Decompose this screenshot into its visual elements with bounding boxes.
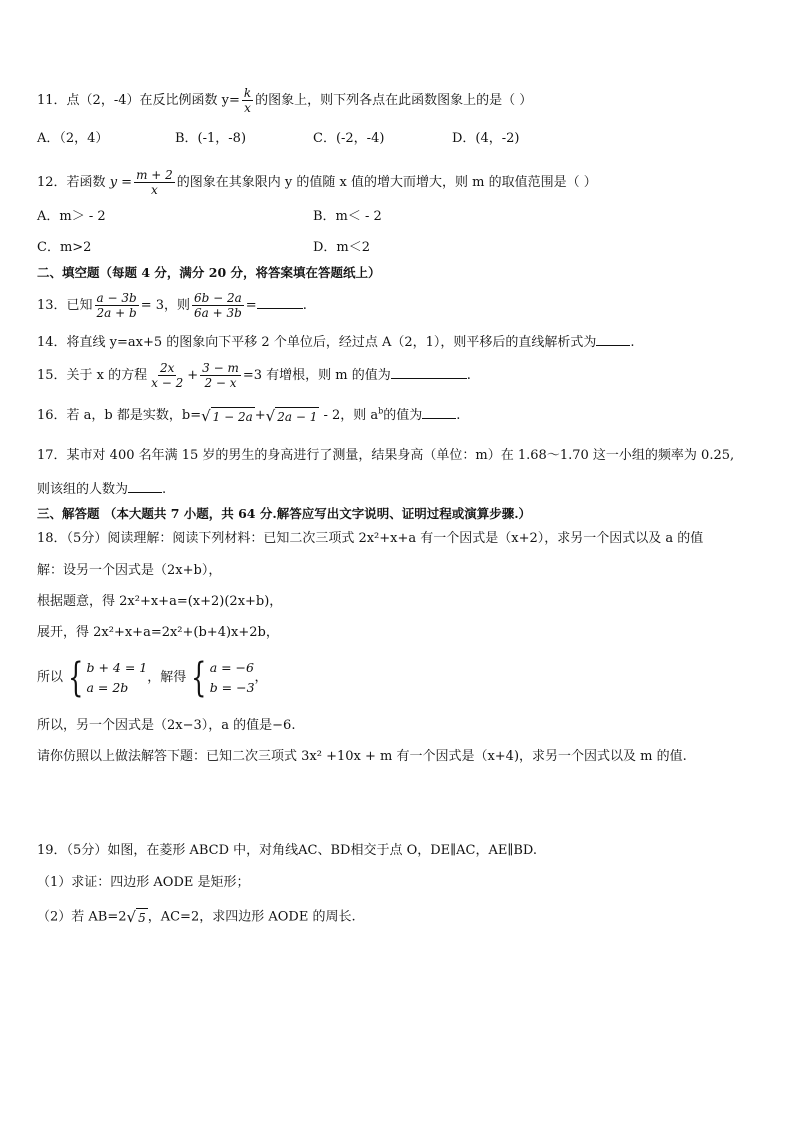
- q16-end: .: [456, 408, 461, 423]
- q14-end: .: [630, 335, 635, 350]
- q16-text-a: 16．若 a，b 都是实数，b=: [37, 408, 202, 423]
- brace-icon: {: [68, 654, 84, 701]
- question-19-line-1: 19．（5分）如图，在菱形 ABCD 中，对角线AC、BD相交于点 O，DE∥AC，AE∥BD.: [37, 843, 538, 858]
- q11-fraction: [242, 86, 253, 115]
- q13-fraction-2: [192, 291, 244, 320]
- q15-f2-den: 2 − x: [204, 376, 237, 390]
- q15-fraction-1: [149, 361, 185, 390]
- q19-text-b: ，AC=2，求四边形 AODE 的周长.: [147, 909, 356, 925]
- question-14: [37, 333, 635, 351]
- q15-answer-blank[interactable]: [391, 366, 467, 379]
- q15-f1-num: 2x: [159, 361, 175, 375]
- q15-f2-num: 3 − m: [202, 361, 239, 375]
- q11-text-a: 11．点（2，-4）在反比例函数 y=: [37, 93, 240, 108]
- question-18-system-line: [37, 656, 268, 700]
- q11-frac-den: x: [244, 101, 251, 115]
- q12-text-b: 的图象在其象限内 y 的值随 x 值的增大而增大，则 m 的取值范围是（ ）: [176, 175, 597, 190]
- q18-sys1-row-2: a = 2b: [86, 679, 129, 695]
- question-16: [37, 406, 460, 425]
- q18-system-1: [63, 654, 148, 701]
- q12-option-d: D．m＜2: [313, 240, 371, 255]
- q11-frac-num: k: [243, 86, 252, 100]
- q13-f2-num: 6b − 2a: [194, 291, 242, 305]
- q11-option-a: A．（2，4）: [37, 131, 109, 146]
- q12-frac-den: x: [151, 183, 158, 197]
- q11-option-d: D．(4，-2): [452, 131, 520, 146]
- q12-option-c: C．m>2: [37, 240, 92, 255]
- q12-fraction: [134, 168, 175, 197]
- q15-plus: +: [187, 368, 199, 383]
- q13-fraction-1: [95, 291, 139, 320]
- q18-sys1-row-1: b + 4 = 1: [86, 659, 148, 675]
- q19-radical: [127, 908, 148, 926]
- question-13: [37, 291, 307, 320]
- q16-radical-2: [266, 407, 320, 425]
- q13-f1-num: a − 3b: [96, 291, 137, 305]
- radical-sign-icon: √: [126, 908, 137, 926]
- q13-tail: =: [245, 298, 257, 313]
- q13-answer-blank[interactable]: [257, 296, 303, 309]
- q12-option-b: B．m＜ - 2: [313, 209, 382, 224]
- q15-text-b: =3 有增根，则 m 的值为: [242, 368, 391, 383]
- q13-text-a: 13．已知: [37, 298, 93, 313]
- question-18-line-7: 请你仿照以上做法解答下题：已知二次三项式 3x² +10x + m 有一个因式是（x+4)，求另一个因式以及 m 的值.: [37, 749, 687, 764]
- q14-text: 14．将直线 y=ax+5 的图象向下平移 2 个单位后，经过点 A（2，1），则平移后的直线解析式为: [37, 335, 597, 350]
- q18-system-2: [186, 654, 255, 701]
- q16-radical-1: [201, 407, 255, 425]
- q16-exponent: b: [378, 406, 384, 416]
- question-15: [37, 361, 471, 390]
- question-17-line-1: 17．某市对 400 名年满 15 岁的男生的身高进行了测量，结果身高（单位：m）在 1.68～1.70 这一小组的频率为 0.25,: [37, 448, 735, 463]
- q19-text-a: （2）若 AB=2: [37, 909, 127, 925]
- q13-f1-den: 2a + b: [96, 306, 137, 320]
- q15-f1-den: x − 2: [151, 376, 184, 390]
- q14-answer-blank[interactable]: [596, 333, 630, 346]
- q18-solve: ，解得: [147, 670, 187, 685]
- q11-text-b: 的图象上，则下列各点在此函数图象上的是（ ）: [255, 93, 533, 108]
- question-19-line-3: [37, 908, 356, 926]
- q12-frac-num: m + 2: [136, 168, 173, 182]
- q16-answer-blank[interactable]: [422, 406, 456, 419]
- q18-comma: ，: [254, 670, 268, 685]
- q18-sys2-row-1: a = −6: [209, 659, 254, 675]
- q16-text-b: - 2，则 a: [319, 408, 379, 423]
- q16-plus: +: [254, 408, 266, 423]
- radical-sign-icon: √: [265, 406, 276, 425]
- q17-answer-blank[interactable]: [128, 480, 162, 493]
- q12-text-a: 12．若函数: [37, 175, 110, 190]
- question-18-line-6: 所以，另一个因式是（2x−3），a 的值是−6.: [37, 718, 296, 733]
- q13-mid: = 3，则: [140, 298, 190, 313]
- q13-f2-den: 6a + 3b: [194, 306, 242, 320]
- radical-sign-icon: √: [201, 406, 211, 425]
- q16-text-c: 的值为: [383, 408, 423, 423]
- q12-option-a: A．m＞ - 2: [37, 209, 106, 224]
- q17-end: .: [162, 482, 167, 497]
- section-2-heading: 二、填空题（每题 4 分，满分 20 分，将答案填在答题纸上）: [37, 265, 381, 280]
- question-12: [37, 168, 597, 197]
- q13-end: .: [302, 298, 307, 313]
- q17-line2-text: 则该组的人数为: [37, 482, 129, 497]
- q11-option-c: C．(-2，-4): [313, 131, 385, 146]
- question-18-line-1: 18．（5分）阅读理解：阅读下列材料：已知二次三项式 2x²+x+a 有一个因式是（x+2），求另一个因式以及 a 的值: [37, 531, 704, 546]
- section-3-heading: 三、解答题 （本大题共 7 小题，共 64 分.解答应写出文字说明、证明过程或演算步骤.）: [37, 506, 532, 521]
- q15-end: .: [466, 368, 471, 383]
- q12-y-eq: y =: [109, 175, 133, 190]
- q16-rad1-body: 1 − 2a: [211, 407, 255, 425]
- q16-rad2-body: 2a − 1: [275, 407, 319, 425]
- q15-text-a: 15．关于 x 的方程: [37, 368, 148, 383]
- brace-icon: {: [191, 654, 207, 701]
- question-17-line-2: [37, 480, 166, 498]
- question-18-line-4: 展开，得 2x²+x+a=2x²+(b+4)x+2b，: [37, 625, 279, 640]
- question-18-line-3: 根据题意，得 2x²+x+a=(x+2)(2x+b)，: [37, 594, 283, 609]
- question-11: [37, 86, 532, 115]
- q19-rad-body: 5: [136, 908, 148, 926]
- question-18-line-2: 解：设另一个因式是（2x+b），: [37, 563, 222, 578]
- q15-fraction-2: [200, 361, 241, 390]
- q18-sys2-row-2: b = −3: [209, 679, 255, 695]
- q18-so: 所以: [37, 670, 64, 685]
- q11-option-b: B．(-1，-8): [175, 131, 247, 146]
- question-19-line-2: （1）求证：四边形 AODE 是矩形；: [37, 875, 250, 890]
